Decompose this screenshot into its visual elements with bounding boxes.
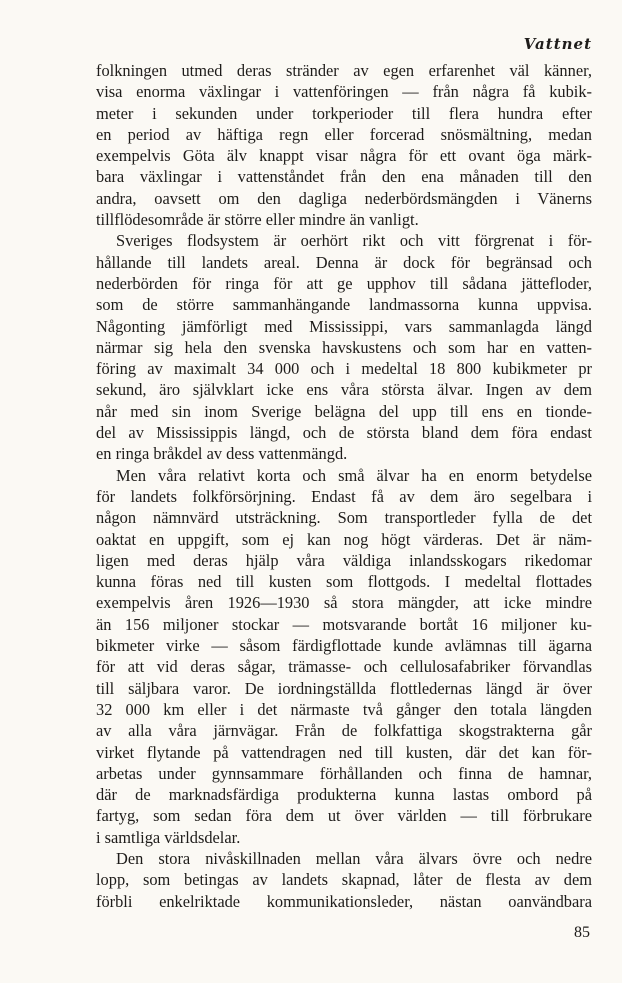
text-line: bikmeter virke — såsom färdigflottade kunde avlämnas till ägarna [96, 636, 592, 656]
text-line: någon nämnvärd utsträckning. Som transportleder fylla de det [96, 508, 592, 528]
body-text [96, 60, 592, 912]
text-line: där de marknadsfärdiga produkterna kunna lastas ombord på [96, 785, 592, 805]
text-line: föring av maximalt 34 000 och i medeltal 18 800 kubikmeter pr [96, 359, 592, 379]
text-line: ligen med deras hjälp våra väldiga inlandsskogars rikedomar [96, 550, 592, 570]
text-line: andra, oavsett om den dagliga nederbördsmängden i Vänerns [96, 188, 592, 208]
text-line: nederbörden för ringa för att ge upphov till sådana jättefloder, [96, 273, 592, 293]
text-line: hållande till landets areal. Denna är dock för begränsad och [96, 252, 592, 272]
text-line: i samtliga världsdelar. [96, 827, 241, 847]
text-line: sekund, äro självklart icke ens våra största älvar. Ingen av dem [96, 380, 592, 400]
text-line: för landets folkförsörjning. Endast få av dem äro segelbara i [96, 486, 592, 506]
text-line: del av Mississippis längd, och de största bland dem föra endast [96, 423, 592, 443]
text-line: fartyg, som sedan föra dem ut över världen — till förbrukare [96, 806, 592, 826]
text-line: en ringa bråkdel av dess vattenmängd. [96, 444, 348, 464]
text-line: för att vid deras sågar, trämasse- och cellulosafabriker förvandlas [96, 657, 592, 677]
paragraph [96, 465, 592, 848]
paragraph [96, 60, 592, 230]
text-line: lopp, som betingas av landets skapnad, låter de flesta av dem [96, 870, 592, 890]
paragraph [96, 848, 592, 912]
text-line: till säljbara varor. De iordningställda flottledernas längd är över [96, 678, 592, 698]
text-line: når med sin inom Sverige belägna del upp till ens en tionde- [96, 401, 592, 421]
text-line: tillflödesområde är större eller mindre än vanligt. [96, 210, 419, 230]
text-line: en period av häftiga regn eller forcerad snösmältning, medan [96, 124, 592, 144]
text-line: av alla våra järnvägar. Från de folkfattiga skogstrakterna går [96, 721, 592, 741]
text-line: oaktat en uppgift, som ej kan nog högt värderas. Det är näm- [96, 529, 592, 549]
text-line: folkningen utmed deras stränder av egen erfarenhet väl känner, [96, 61, 592, 80]
text-line: som de större sammanhängande landmassorna kunna uppvisa. [96, 295, 592, 315]
text-line: Någonting jämförligt med Mississippi, vars sammanlagda längd [96, 316, 592, 336]
text-line: förbli enkelriktade kommunikationsleder, nästan oanvändbara [96, 891, 592, 911]
paragraph [96, 230, 592, 464]
text-line: exempelvis Göta älv knappt visar några för ett ovant öga märk- [96, 146, 592, 166]
text-line: närmar sig hela den svenska havskustens och som har en vatten- [96, 337, 592, 357]
text-line: Den stora nivåskillnaden mellan våra älvars övre och nedre [116, 848, 592, 868]
text-line: exempelvis åren 1926—1930 så stora mängder, att icke mindre [96, 593, 592, 613]
text-line: kunna föras ned till kusten som flottgods. I medeltal flottades [96, 572, 592, 592]
text-line: Sveriges flodsystem är oerhört rikt och vitt förgrenat i för- [116, 231, 592, 251]
page-number: 85 [574, 924, 590, 941]
running-head: Vattnet [523, 35, 592, 53]
text-line: virket flytande på vattendragen ned till kusten, där det kan för- [96, 742, 592, 762]
text-line: än 156 miljoner stockar — motsvarande bortåt 16 miljoner ku- [96, 614, 592, 634]
text-line: visa enorma växlingar i vattenföringen — från några få kubik- [96, 82, 592, 102]
text-line: arbetas under gynnsammare förhållanden och finna de hamnar, [96, 763, 592, 783]
text-line: Men våra relativt korta och små älvar ha en enorm betydelse [116, 465, 592, 485]
text-line: bara växlingar i vattenståndet från den ena månaden till den [96, 167, 592, 187]
text-line: 32 000 km eller i det närmaste två gånger den totala längden [96, 699, 592, 719]
text-line: meter i sekunden under torkperioder till flera hundra efter [96, 103, 592, 123]
